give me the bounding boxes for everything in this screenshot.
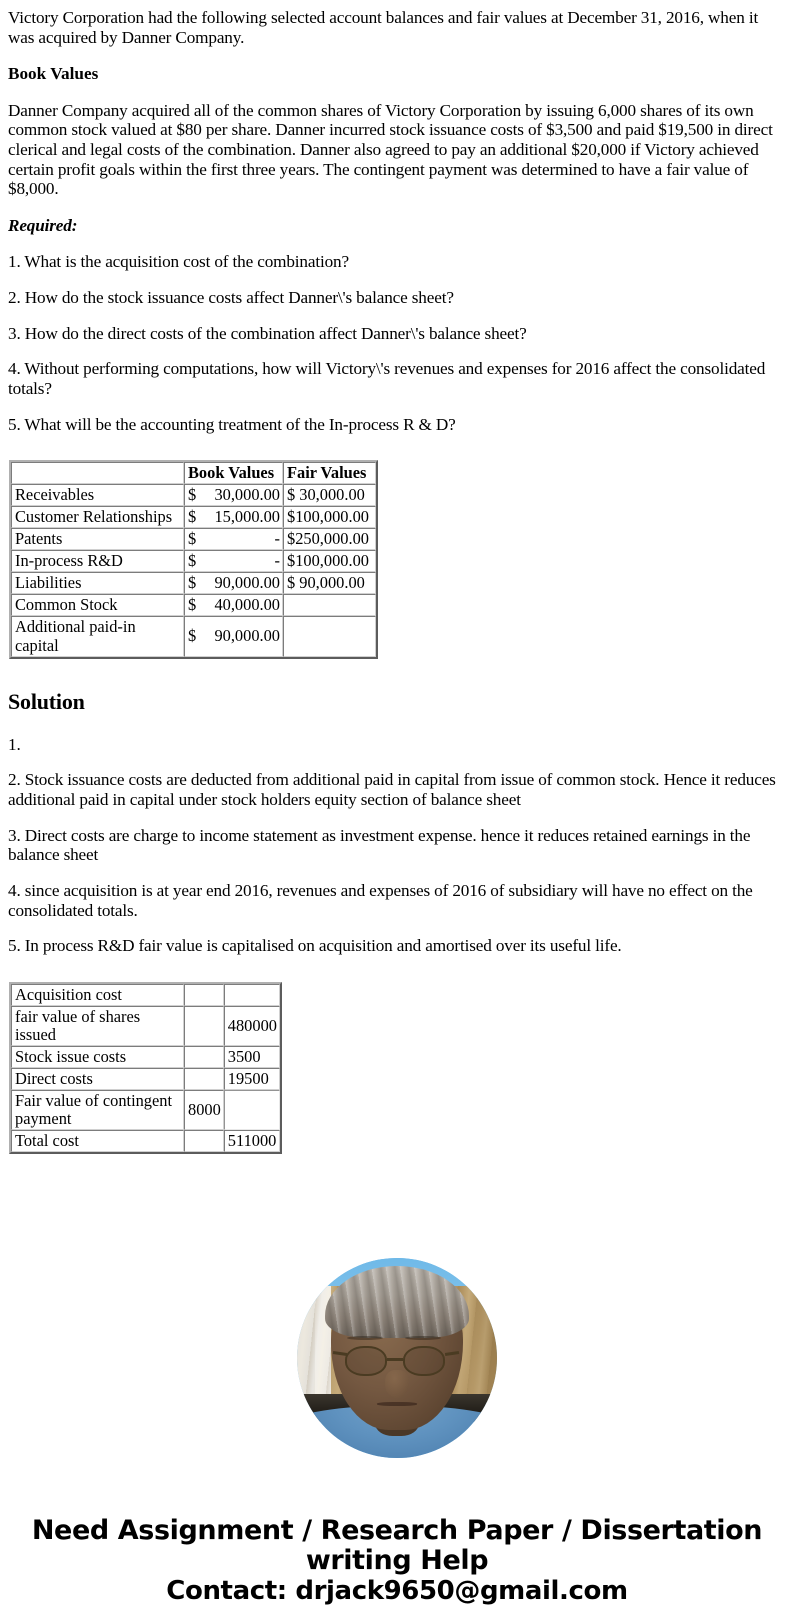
question-3: 3. How do the direct costs of the combination affect Danner\'s balance sheet? — [8, 323, 527, 343]
row-fair-value: $ 30,000.00 — [283, 484, 376, 506]
row-mid-value — [184, 1068, 224, 1090]
question-1: 1. What is the acquisition cost of the combination? — [8, 252, 349, 272]
row-value — [224, 984, 280, 1006]
required-text: Required: — [8, 215, 78, 235]
table-row — [11, 1090, 280, 1130]
currency-symbol: $ — [188, 595, 197, 615]
amount: 40,000.00 — [214, 595, 280, 615]
amount: 90,000.00 — [214, 626, 280, 646]
promo-line-1: Need Assignment / Research Paper / Dissertation — [31, 1515, 763, 1547]
currency-symbol: $ — [188, 551, 197, 571]
currency-symbol: $ — [188, 485, 197, 505]
table-row — [11, 1068, 280, 1090]
row-value: 3500 — [224, 1046, 280, 1068]
book-values-subheading: Book Values — [8, 64, 99, 84]
row-label: Additional paid-in capital — [11, 616, 184, 656]
promo-footer — [8, 1516, 786, 1606]
spacer — [8, 47, 786, 64]
header-cell-book-values: Book Values — [184, 462, 283, 484]
table-row — [11, 594, 376, 616]
spacer — [8, 1458, 786, 1516]
row-mid-value — [184, 1006, 224, 1046]
table-row — [11, 1006, 280, 1046]
row-label: Common Stock — [11, 594, 184, 616]
answer-1: 1. — [8, 734, 21, 754]
row-book-value — [184, 572, 283, 594]
row-book-value — [184, 616, 283, 656]
spacer — [8, 754, 786, 770]
amount: 15,000.00 — [214, 507, 280, 527]
avatar-nose — [385, 1370, 409, 1398]
spacer — [8, 308, 786, 324]
row-value: 19500 — [224, 1068, 280, 1090]
row-value — [224, 1090, 280, 1130]
currency-symbol: $ — [188, 507, 197, 527]
row-item: Direct costs — [11, 1068, 184, 1090]
solution-heading: Solution — [8, 688, 85, 714]
row-label: In-process R&D — [11, 550, 184, 572]
table-row — [11, 616, 376, 656]
spacer — [8, 1154, 786, 1258]
spacer — [8, 235, 786, 252]
spacer — [8, 84, 786, 101]
avatar — [297, 1258, 497, 1458]
row-mid-value — [184, 1046, 224, 1068]
avatar-eyeglass-right — [403, 1346, 445, 1376]
question-2: 2. How do the stock issuance costs affect Danner\'s balance sheet? — [8, 288, 454, 308]
row-fair-value: $250,000.00 — [283, 528, 376, 550]
row-fair-value — [283, 594, 376, 616]
row-book-value — [184, 594, 283, 616]
answer-4: 4. since acquisition is at year end 2016, revenues and expenses of 2016 of subsidiary will have no effect on the consolidated totals. — [8, 880, 753, 920]
currency-symbol: $ — [188, 573, 197, 593]
required-label — [8, 216, 786, 236]
avatar-mouth — [377, 1402, 417, 1406]
table-row — [11, 572, 376, 594]
currency-symbol: $ — [188, 626, 197, 646]
amount: 30,000.00 — [214, 485, 280, 505]
row-book-value — [184, 506, 283, 528]
row-label: Patents — [11, 528, 184, 550]
row-value: 480000 — [224, 1006, 280, 1046]
table-row — [11, 550, 376, 572]
header-cell-fair-values: Fair Values — [283, 462, 376, 484]
row-mid-value — [184, 1130, 224, 1152]
promo-line-2: writing Help — [305, 1545, 489, 1577]
background-paragraph: Danner Company acquired all of the common shares of Victory Corporation by issuing 6,000 shares of its own common stock valued at $80 per share. Danner incurred stock issuance costs of $3,500 and paid $19,500 in direct clerical and legal costs of the combination. Danner also agreed to pay an additional $20,000 if Victory achieved certain profit goals within the first three years. The contingent payment was determined to have a fair value of $8,000. — [8, 100, 773, 199]
row-item: Stock issue costs — [11, 1046, 184, 1068]
spacer — [8, 343, 786, 359]
amount: - — [274, 551, 280, 571]
acquisition-cost-table — [9, 982, 282, 1154]
header-cell-blank — [11, 462, 184, 484]
row-item: Acquisition cost — [11, 984, 184, 1006]
table-row — [11, 528, 376, 550]
avatar-eyeglass-left — [345, 1346, 387, 1376]
row-fair-value: $100,000.00 — [283, 506, 376, 528]
table-row — [11, 506, 376, 528]
row-mid-value — [184, 984, 224, 1006]
table-row — [11, 484, 376, 506]
row-label: Liabilities — [11, 572, 184, 594]
amount: 90,000.00 — [214, 573, 280, 593]
balances-table — [9, 460, 378, 658]
row-fair-value: $ 90,000.00 — [283, 572, 376, 594]
spacer — [8, 272, 786, 288]
avatar-container — [8, 1258, 786, 1458]
row-book-value — [184, 550, 283, 572]
table-header-row — [11, 462, 376, 484]
row-mid-value: 8000 — [184, 1090, 224, 1130]
spacer — [8, 199, 786, 216]
row-fair-value — [283, 616, 376, 656]
spacer — [8, 920, 786, 936]
answer-2: 2. Stock issuance costs are deducted from additional paid in capital from issue of common stock. Hence it reduces additional paid in capital under stock holders equity section of balance sheet — [8, 770, 776, 810]
question-5: 5. What will be the accounting treatment of the In-process R & D? — [8, 414, 456, 434]
row-item: Total cost — [11, 1130, 184, 1152]
row-label: Customer Relationships — [11, 506, 184, 528]
spacer — [8, 434, 786, 460]
amount: - — [274, 529, 280, 549]
spacer — [8, 810, 786, 826]
answer-5: 5. In process R&D fair value is capitalised on acquisition and amortised over its useful life. — [8, 936, 622, 956]
table-row — [11, 1130, 280, 1152]
answer-3: 3. Direct costs are charge to income statement as investment expense. hence it reduces retained earnings in the balance sheet — [8, 825, 751, 865]
row-book-value — [184, 528, 283, 550]
row-value: 511000 — [224, 1130, 280, 1152]
row-book-value — [184, 484, 283, 506]
spacer — [8, 399, 786, 415]
row-label: Receivables — [11, 484, 184, 506]
table-row — [11, 1046, 280, 1068]
avatar-eyeglass-bridge — [387, 1358, 403, 1361]
spacer — [8, 659, 786, 689]
spacer — [8, 714, 786, 735]
promo-line-3: Contact: drjack9650@gmail.com — [166, 1575, 628, 1606]
spacer — [8, 956, 786, 982]
row-item: Fair value of contingent payment — [11, 1090, 184, 1130]
row-fair-value: $100,000.00 — [283, 550, 376, 572]
row-item: fair value of shares issued — [11, 1006, 184, 1046]
currency-symbol: $ — [188, 529, 197, 549]
question-4: 4. Without performing computations, how will Victory\'s revenues and expenses for 2016 affect the consolidated totals? — [8, 359, 766, 398]
spacer — [8, 865, 786, 881]
intro-paragraph: Victory Corporation had the following selected account balances and fair values at December 31, 2016, when it was acquired by Danner Company. — [8, 8, 759, 47]
table-row — [11, 984, 280, 1006]
